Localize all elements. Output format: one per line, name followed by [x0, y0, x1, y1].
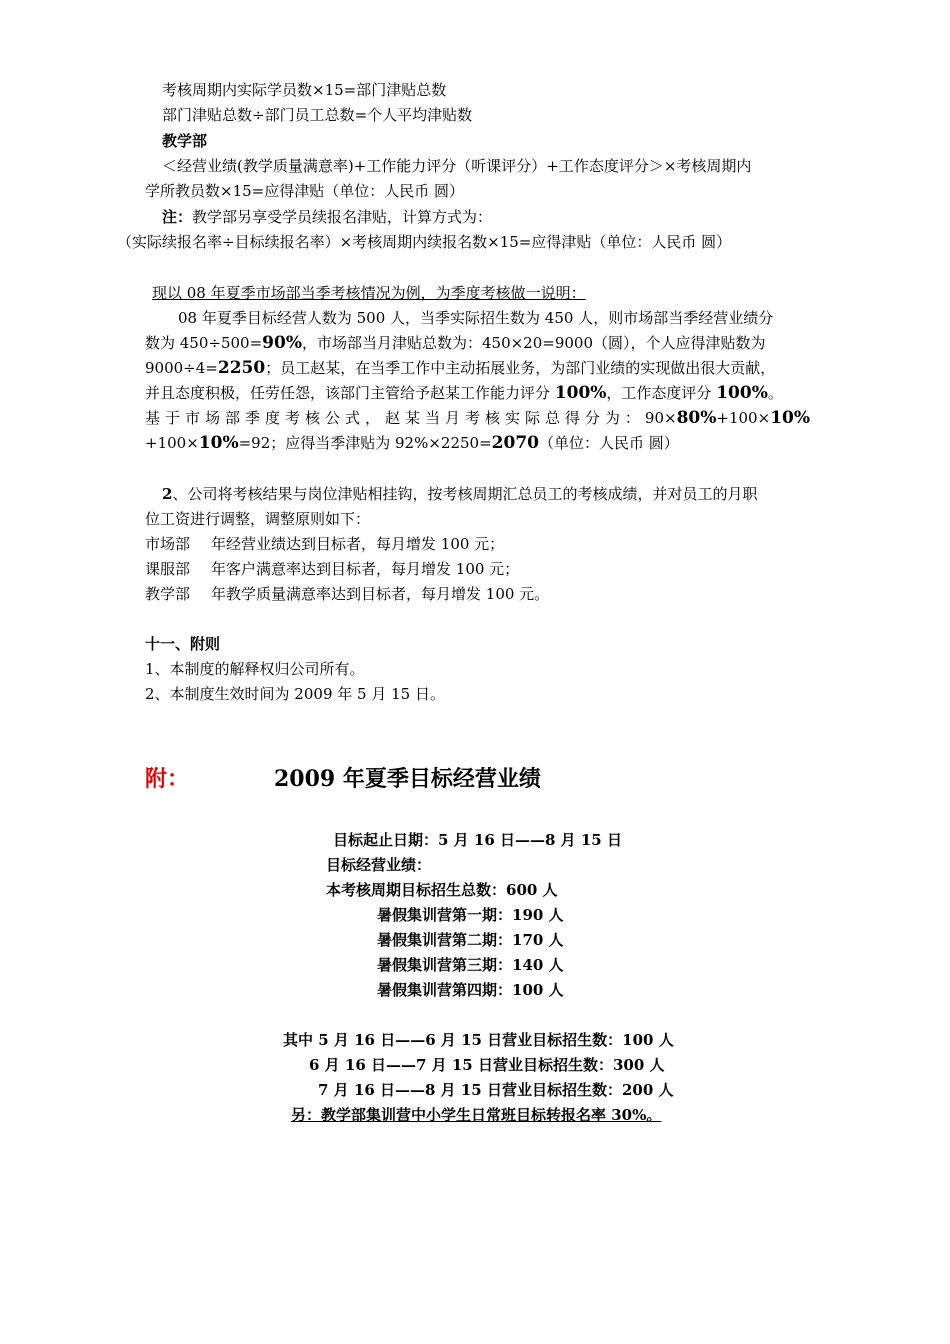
appendix-item-1: 1、本制度的解释权归公司所有。 [145, 660, 365, 678]
appendix-item-2: 2、本制度生效时间为 2009 年 5 月 15 日。 [145, 685, 445, 703]
note-label: 注： [162, 208, 193, 226]
monthly-target: 其中 5 月 16 日——6 月 15 日营业目标招生数：100 人 [283, 1031, 674, 1049]
attachment-title: 2009 年夏季目标经营业绩 [274, 766, 541, 792]
rule-market [145, 534, 810, 554]
monthly-target: 6 月 16 日——7 月 15 日营业目标招生数：300 人 [309, 1056, 665, 1074]
rule-text: 年经营业绩达到目标者，每月增发 100 元； [211, 535, 505, 553]
teaching-heading: 教学部 [162, 132, 208, 150]
camp-item: 暑假集训营第三期：140 人 [377, 956, 564, 974]
example-text: =92；应得当季津贴为 92%×2250= [238, 434, 492, 452]
example-value: 90% [262, 333, 302, 353]
note-text: 教学部另享受学员续报名津贴，计算方式为： [192, 208, 493, 226]
section2-number: 2 [162, 485, 173, 503]
section2-line-1 [162, 484, 810, 504]
target-total: 本考核周期目标招生总数：600 人 [326, 881, 558, 899]
example-line-1: 08 年夏季目标经营人数为 500 人，当季实际招生数为 450 人，则市场部当季经营业绩分 [178, 309, 774, 327]
example-text: ，工作态度评分 [606, 384, 717, 402]
example-text: （单位：人民币 圆） [539, 434, 679, 452]
teaching-formula-2: 学所教员数×15=应得津贴（单位：人民币 圆） [145, 182, 464, 200]
appendix-heading: 十一、附则 [145, 635, 221, 653]
rule-service [145, 559, 810, 579]
target-date-range: 目标起止日期：5 月 16 日——8 月 15 日 [333, 831, 622, 849]
monthly-target: 7 月 16 日——8 月 15 日营业目标招生数：200 人 [318, 1081, 674, 1099]
section2-text: 、公司将考核结果与岗位津贴相挂钩，按考核周期汇总员工的考核成绩，并对员工的月职 [172, 485, 758, 503]
example-text: 9000÷4= [145, 359, 218, 377]
example-value: 2070 [491, 433, 539, 453]
section2-line-2: 位工资进行调整，调整原则如下： [145, 510, 371, 528]
rule-dept: 课服部 [145, 560, 191, 578]
example-text: +100× [716, 409, 771, 427]
camp-item: 暑假集训营第四期：100 人 [377, 981, 564, 999]
example-text: 。 [767, 384, 783, 402]
example-value: 100% [554, 383, 607, 403]
market-formula-2: 部门津贴总数÷部门员工总数=个人平均津贴数 [162, 106, 473, 124]
market-formula-1: 考核周期内实际学员数×15=部门津贴总数 [162, 81, 447, 99]
example-text: +100× [145, 434, 199, 452]
example-value: 2250 [217, 358, 266, 378]
example-line-2 [145, 333, 810, 353]
rule-dept: 市场部 [145, 535, 191, 553]
example-text: ，市场部当月津贴总数为：450×20=9000（圆），个人应得津贴数为 [301, 334, 766, 352]
camp-item: 暑假集训营第二期：170 人 [377, 931, 564, 949]
example-line-4 [145, 383, 810, 403]
example-intro: 现以 08 年夏季市场部当季考核情况为例，为季度考核做一说明： [152, 284, 586, 302]
target-label: 目标经营业绩： [326, 856, 432, 874]
rule-text: 年客户满意率达到目标者，每月增发 100 元； [211, 560, 520, 578]
example-text: ；员工赵某，在当季工作中主动拓展业务，为部门业绩的实现做出很大贡献， [265, 359, 776, 377]
example-value: 10% [770, 408, 810, 428]
transfer-rate-note: 另：教学部集训营中小学生日常班目标转报名率 30%。 [291, 1106, 662, 1124]
example-line-6 [145, 433, 810, 453]
example-line-5 [145, 408, 810, 428]
example-value: 100% [716, 383, 768, 403]
teaching-note-formula: （实际续报名率÷目标续报名率）×考核周期内续报名数×15=应得津贴（单位：人民币 圆） [117, 233, 732, 251]
example-line-3 [145, 358, 810, 378]
teaching-formula-1: ＜经营业绩(教学质量满意率)+工作能力评分（听课评分）+工作态度评分＞×考核周期内 [162, 157, 752, 175]
teaching-note [162, 207, 827, 227]
rule-teaching [145, 584, 810, 604]
camp-item: 暑假集训营第一期：190 人 [377, 906, 564, 924]
attachment-label: 附： [145, 766, 190, 792]
rule-text: 年教学质量满意率达到目标者，每月增发 100 元。 [211, 585, 550, 603]
example-text: 数为 450÷500= [145, 334, 263, 352]
example-text: 基于市场部季度考核公式，赵某当月考核实际总得分为：90× [145, 409, 677, 427]
rule-dept: 教学部 [145, 585, 191, 603]
example-text: 并且态度积极，任劳任怨，该部门主管给予赵某工作能力评分 [145, 384, 555, 402]
example-value: 80% [676, 408, 717, 428]
example-value: 10% [198, 433, 239, 453]
